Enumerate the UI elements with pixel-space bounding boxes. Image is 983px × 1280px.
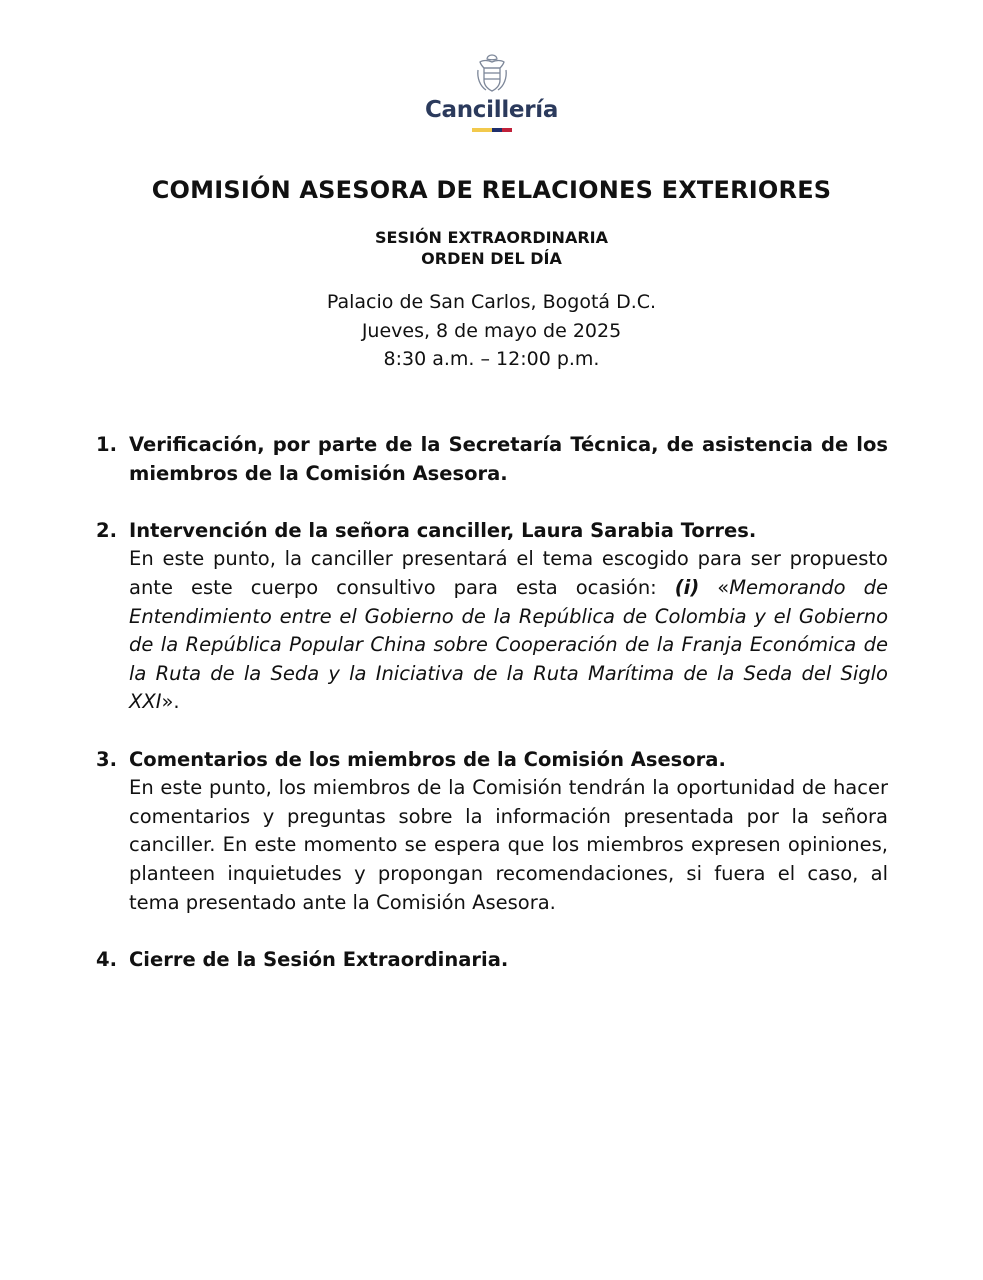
memorandum-title: Memorando de Entendimiento entre el Gobierno de la República de Colombia y el Gobierno de la República Popular China sobre Cooperación de la Franja Económica de la Ruta de la Seda y la Iniciativa de la Ruta Marítima de la Seda del Siglo XXI [129,575,888,714]
item-description [129,545,888,717]
session-type: SESIÓN EXTRAORDINARIA [375,228,608,247]
description-intro: En este punto, la canciller presentará el tema escogido para ser propuesto ante este cuerpo consultivo para esta ocasión: [129,547,888,599]
item-number: 2. [96,518,117,542]
item-number: 1. [96,433,117,456]
quote-close: ». [161,690,180,714]
document-title: COMISIÓN ASESORA DE RELACIONES EXTERIORES [151,176,832,204]
document-subtitle [0,227,983,269]
item-description: En este punto, los miembros de la Comisión tendrán la oportunidad de hacer comentarios y preguntas sobre la información presentada por la señora canciller. En este momento se espera que los miembros expresen opiniones, planteen inquietudes y propongan recomendaciones, si fuera el caso, al tema presentado ante la Comisión Asesora. [129,776,888,914]
agenda-list [96,431,888,1003]
agenda-item [96,517,888,717]
agenda-item [96,746,888,918]
brand-name: Cancillería [424,97,559,123]
item-heading: Intervención de la señora canciller, Laura Sarabia Torres. [129,518,757,542]
agenda-item [96,431,888,488]
cancilleria-logo [0,52,983,132]
item-heading: Comentarios de los miembros de la Comisión Asesora. [129,747,726,771]
quote-open: « [699,575,730,599]
agenda-item [96,946,888,975]
item-heading: Verificación, por parte de la Secretaría Técnica, de asistencia de los miembros de la Comisión Asesora. [129,433,888,485]
flag-yellow [472,128,492,132]
meeting-details [0,288,983,374]
meeting-place: Palacio de San Carlos, Bogotá D.C. [326,291,657,313]
meeting-time: 8:30 a.m. – 12:00 p.m. [383,348,600,370]
flag-blue [492,128,502,132]
meeting-date: Jueves, 8 de mayo de 2025 [361,319,622,342]
item-heading: Cierre de la Sesión Extraordinaria. [129,947,509,971]
flag-stripe [472,128,512,132]
flag-red [502,128,512,132]
list-marker: (i) [674,575,700,599]
item-number: 4. [96,947,117,971]
item-number: 3. [96,747,117,771]
coat-of-arms-icon [472,52,512,96]
agenda-label: ORDEN DEL DÍA [421,249,562,268]
